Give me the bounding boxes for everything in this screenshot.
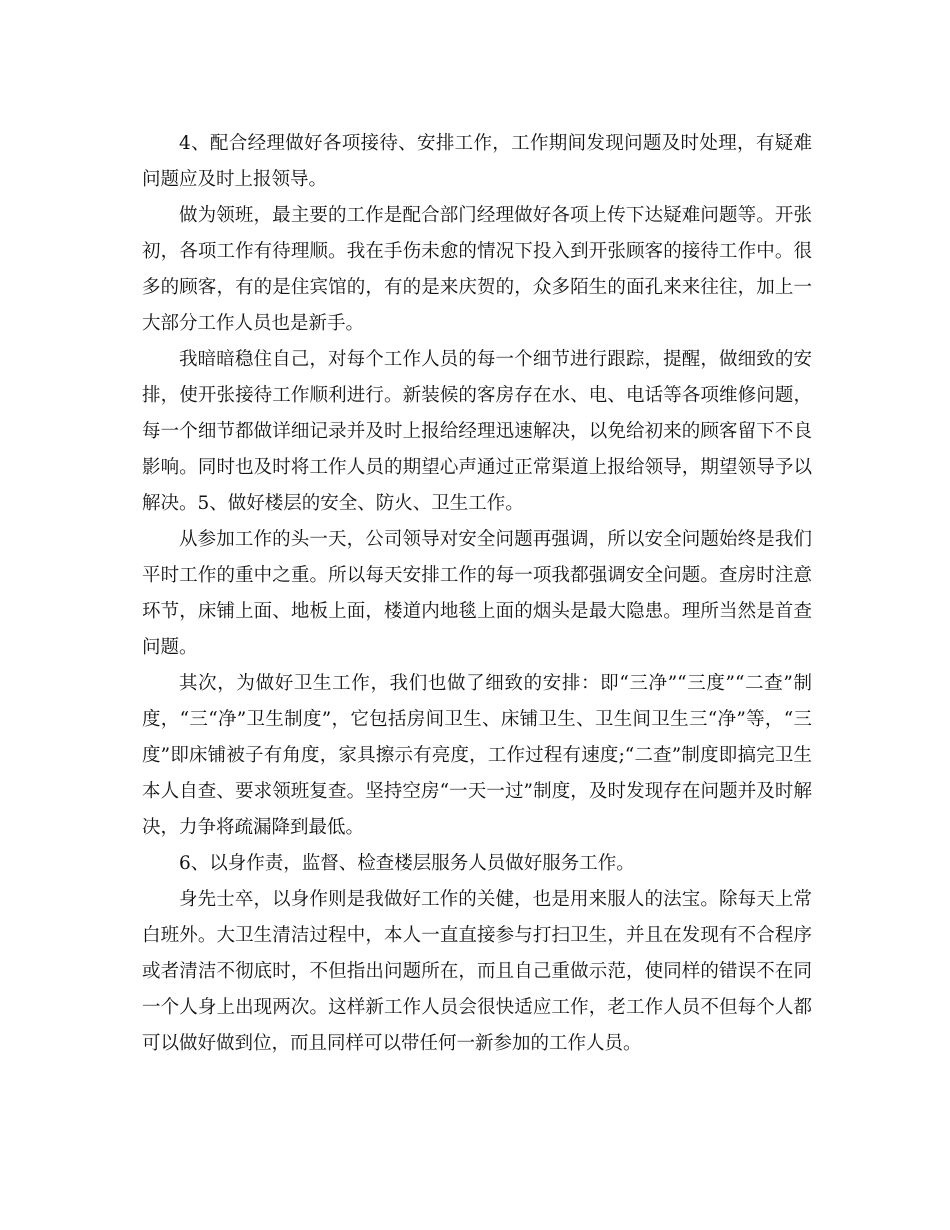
paragraph-3: 我暗暗稳住自己，对每个工作人员的每一个细节进行跟踪，提醒，做细致的安排，使开张接待工作顺利进行。新装候的客房存在水、电、电话等各项维修问题，每一个细节都做详细记录并及时上报给经理迅速解决，以免给初来的顾客留下不良影响。同时也及时将工作人员的期望心声通过正常渠道上报给领导，期望领导予以解决。5、做好楼层的安全、防火、卫生工作。 (142, 349, 812, 514)
paragraph-2: 做为领班，最主要的工作是配合部门经理做好各项上传下达疑难问题等。开张初，各项工作有待理顺。我在手伤未愈的情况下投入到开张顾客的接待工作中。很多的顾客，有的是住宾馆的，有的是来庆贺的，众多陌生的面孔来来往往，加上一大部分工作人员也是新手。 (142, 205, 812, 334)
document-body (142, 126, 812, 1062)
paragraph-5: 其次，为做好卫生工作，我们也做了细致的安排：即“三净”“三度”“二查”制度，“三“净”卫生制度”，它包括房间卫生、床铺卫生、卫生间卫生三“净”等，“三度”即床铺被子有角度，家具擦示有亮度，工作过程有速度;“二查”制度即搞完卫生本人自查、要求领班复查。坚持空房“一天一过”制度，及时发现存在问题并及时解决，力争将疏漏降到最低。 (142, 673, 812, 838)
paragraph-6: 6、以身作责，监督、检查楼层服务人员做好服务工作。 (179, 853, 635, 874)
paragraph-4: 从参加工作的头一天，公司领导对安全问题再强调，所以安全问题始终是我们平时工作的重中之重。所以每天安排工作的每一项我都强调安全问题。查房时注意环节，床铺上面、地板上面，楼道内地毯上面的烟头是最大隐患。理所当然是首查问题。 (142, 529, 812, 658)
paragraph-7: 身先士卒，以身作则是我做好工作的关健，也是用来服人的法宝。除每天上常白班外。大卫生清洁过程中，本人一直直接参与打扫卫生，并且在发现有不合程序或者清洁不彻底时，不但指出问题所在，而且自己重做示范，使同样的错误不在同一个人身上出现两次。这样新工作人员会很快适应工作，老工作人员不但每个人都可以做好做到位，而且同样可以带任何一新参加的工作人员。 (142, 889, 812, 1054)
paragraph-1: 4、配合经理做好各项接待、安排工作，工作期间发现问题及时处理，有疑难问题应及时上报领导。 (142, 133, 812, 190)
